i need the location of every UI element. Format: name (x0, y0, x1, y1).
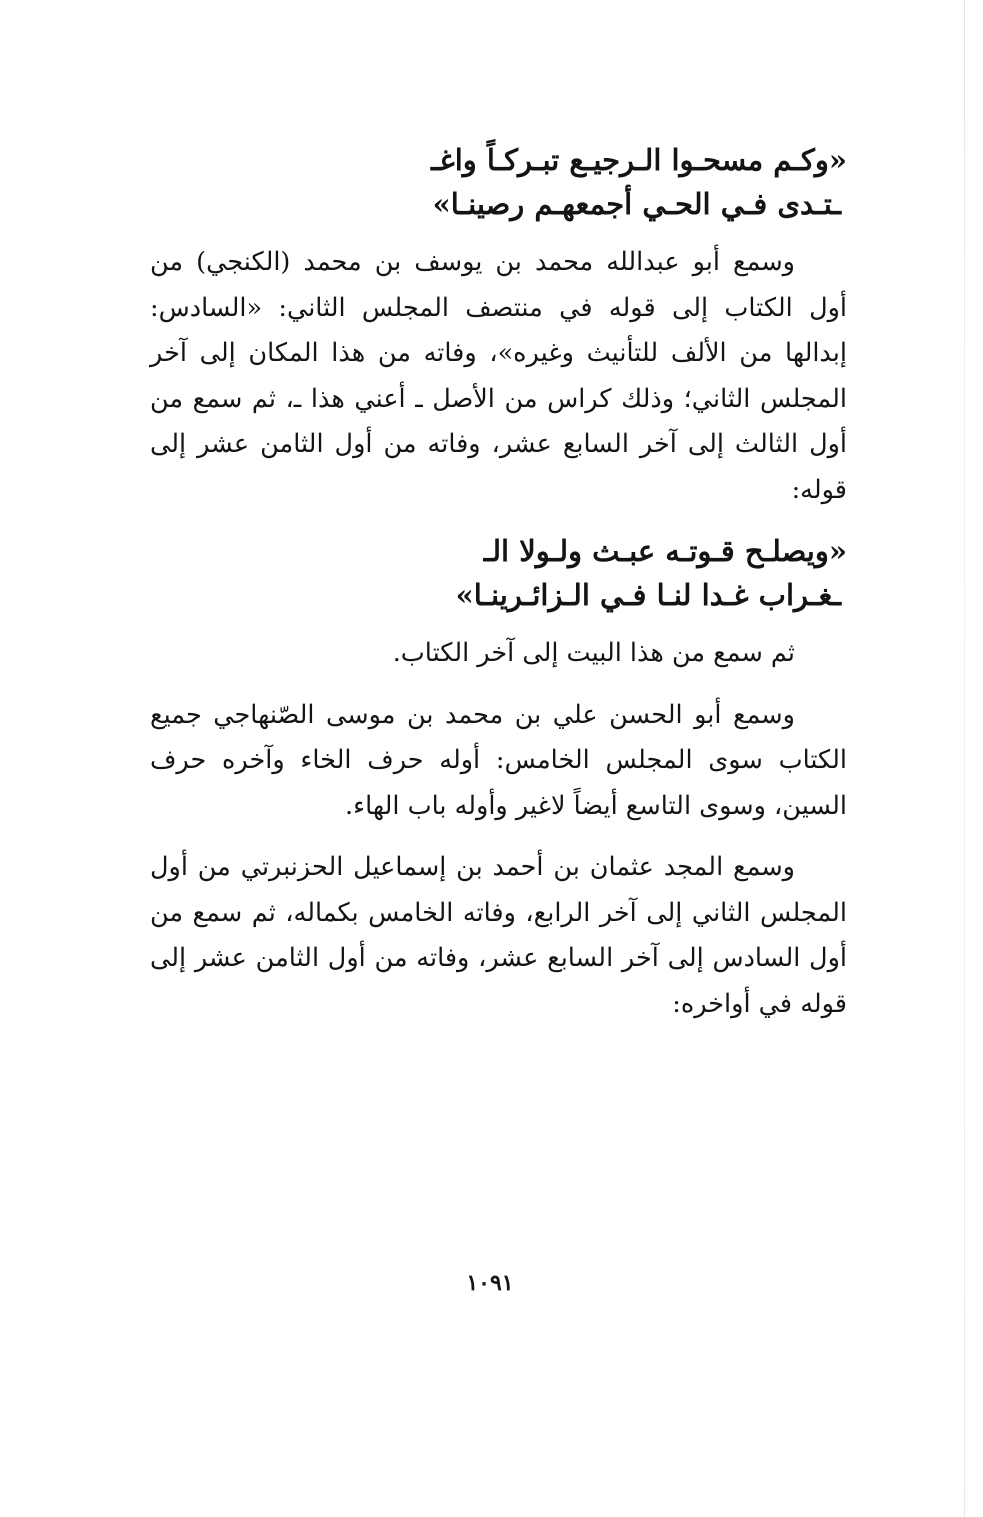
verse-2-first-hemistich: «ويصلـح قـوتـه عبـث ولـولا الـ (483, 534, 847, 568)
paragraph-sanhaji: وسمع أبو الحسن علي بن محمد بن موسى الصّنهاجي جميع الكتاب سوى المجلس الخامس: أوله حرف الخاء وآخره حرف السين، وسوى التاسع أيضاً لاغير وأوله باب الهاء. (150, 699, 847, 821)
verse-1-second-hemistich: ـتـدى فـي الحـي أجمعهـم رصينـا» (432, 187, 841, 221)
scan-edge-line (964, 0, 965, 1517)
paragraph-continuation: ثم سمع من هذا البيت إلى آخر الكتاب. (392, 638, 795, 668)
paragraph-kanji: وسمع أبو عبدالله محمد بن يوسف بن محمد (الكنجي) من أول الكتاب إلى قوله في منتصف المجلس الثاني: «السادس: إبدالها من الألف للتأنيث وغيره»، وفاته من هذا المكان إلى آخر المجلس الثاني؛ وذلك كراس من الأصل ـ أعني هذا ـ، ثم سمع من أول الثالث إلى آخر السابع عشر، وفاته من أول الثامن عشر إلى قوله: (150, 247, 847, 505)
verse-1-first-hemistich: «وكـم مسحـوا الـرجيـع تبـركـاً واغـ (431, 143, 847, 177)
page-number: ١٠٩١ (466, 1270, 514, 1296)
verse-2-second-hemistich: ـغـراب غـدا لنـا فـي الـزائـرينـا» (455, 578, 841, 612)
spacer (150, 677, 847, 693)
text-block (150, 138, 847, 1027)
paragraph-hazanbarti: وسمع المجد عثمان بن أحمد بن إسماعيل الحزنبرتي من أول المجلس الثاني إلى آخر الرابع، وفاته الخامس بكماله، ثم سمع من أول السادس إلى آخر السابع عشر، وفاته من أول الثامن عشر إلى قوله في أواخره: (150, 852, 847, 1019)
spacer (150, 829, 847, 845)
spacer (150, 513, 847, 529)
